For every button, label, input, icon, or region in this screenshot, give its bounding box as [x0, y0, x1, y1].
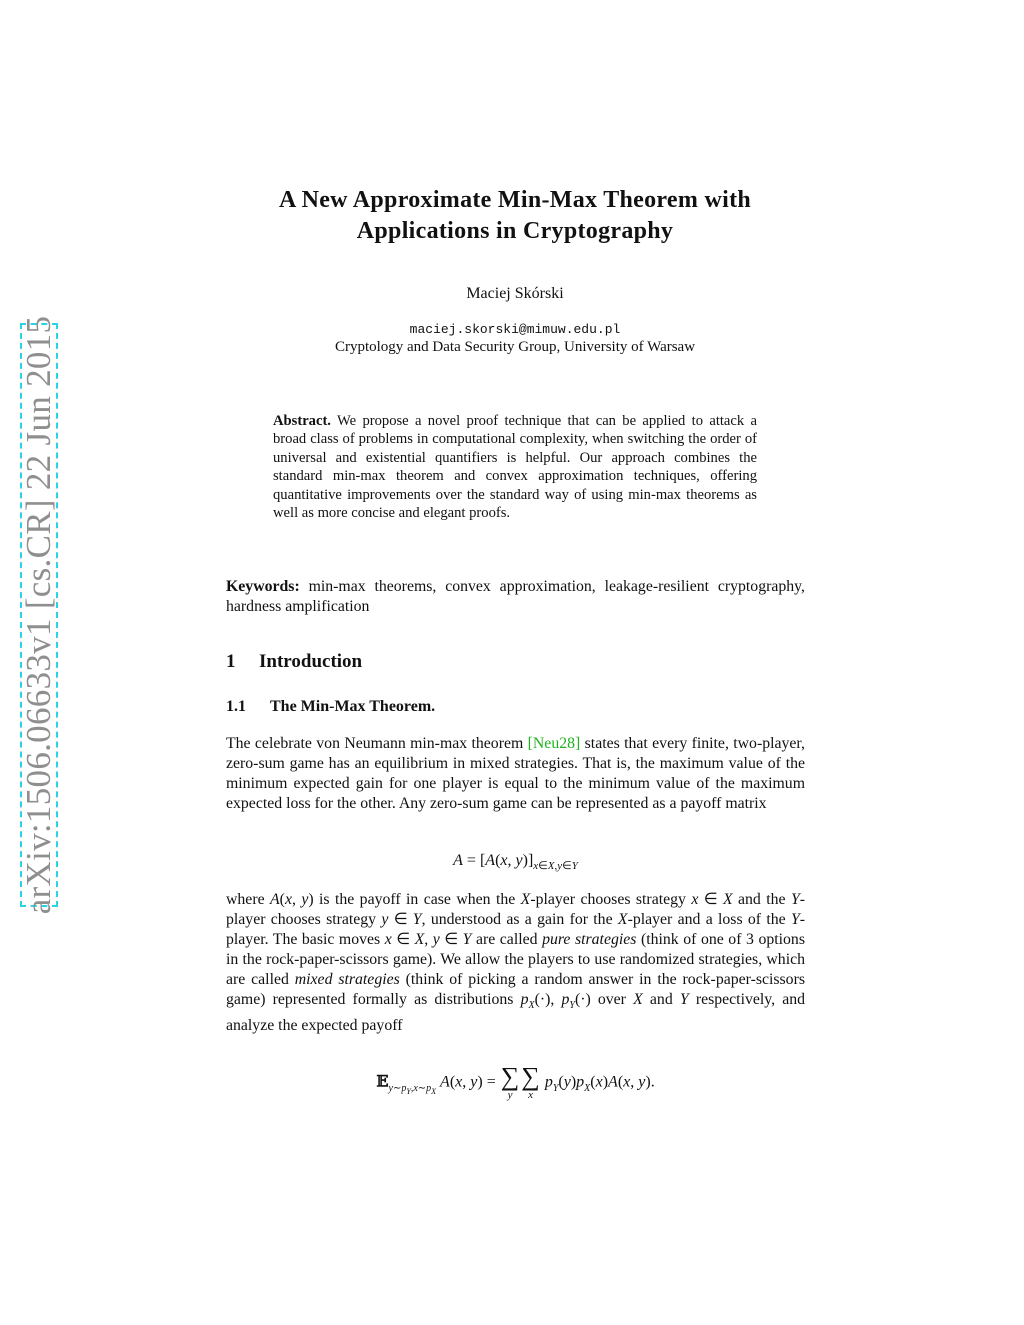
paragraph-text: and the [738, 891, 786, 908]
paragraph-text: respectively, and analyze the expected payoff [226, 991, 806, 1035]
abstract [273, 412, 757, 522]
paragraph-text: -player chooses strategy [530, 891, 686, 908]
paper-title-line-1: A New Approximate Min-Max Theorem with [278, 187, 752, 213]
arxiv-stamp: arXiv:1506.06633v1 [cs.CR] 22 Jun 2015 [19, 315, 58, 915]
paper-title-line-2: Applications in Cryptography [356, 218, 674, 244]
paragraph-text: are called [475, 931, 538, 948]
abstract-label: Abstract. [273, 413, 331, 429]
section-number: 1 [226, 651, 236, 672]
author-email: maciej.skorski@mimuw.edu.pl [409, 322, 621, 337]
keywords [226, 577, 805, 617]
author-affiliation: Cryptology and Data Security Group, University of Warsaw [334, 339, 696, 355]
paragraph-text: The celebrate von Neumann min-max theorem [226, 735, 524, 752]
paragraph-text: (think of picking a random answer in the rock-paper-scissors game) represented formally as distributions [226, 971, 805, 1008]
equation-payoff-matrix: A = [A(x, $y)]_{x\in X,y\in Y}$ [453, 852, 578, 873]
equation-expected-payoff: 𝔼$_{y\sim p_Y,x\sim p_X}$ A(x, y) = ∑ y ∑ x $p_Y(y)p_X(x)A(x$, y). [376, 1062, 655, 1101]
paragraph-text: where [226, 891, 265, 908]
subsection-heading [226, 698, 435, 716]
citation-link[interactable]: [Neu28] [527, 735, 581, 752]
paragraph-text: -player chooses strategy [226, 891, 806, 928]
paragraph-text: , understood as a gain for the [421, 911, 613, 928]
paragraph-text: -player and a loss of the [627, 911, 786, 928]
keywords-label: Keywords: [226, 578, 300, 595]
term-pure-strategies: pure strategies [542, 931, 637, 948]
author-name: Maciej Skórski [466, 285, 564, 302]
subsection-title: The Min-Max Theorem. [270, 698, 436, 715]
term-mixed-strategies: mixed strategies [294, 971, 400, 988]
section-heading [226, 651, 362, 673]
paragraph-text: (think of one of 3 options in the rock-paper-scissors game). We allow the players to use randomized strategies, which are called [226, 931, 805, 988]
subsection-number: 1.1 [226, 698, 246, 715]
paragraph-text: over [597, 991, 626, 1008]
paragraph-text: states that every finite, two-player, zero-sum game has an equilibrium in mixed strategies. That is, the maximum value of the minimum expected gain for one player is equal to the minimum value of the maximum expected loss for the other. Any zero-sum game can be represented as a payoff matrix [226, 735, 805, 812]
section-title: Introduction [259, 651, 363, 672]
paragraph-text: -player. The basic moves [226, 911, 806, 948]
paragraph-intro [226, 734, 805, 814]
abstract-text: We propose a novel proof technique that can be applied to attack a broad class of problems in computational complexity, when switching the order of universal and existential quantifiers is helpful. Our approach combines the standard min-max theorem and convex approximation techniques, offering quantitative improvements over the standard way of using min-max theorems as well as more concise and elegant proofs. [273, 413, 757, 522]
paragraph-text: is the payoff in case when the [319, 891, 516, 908]
keywords-text: min-max theorems, convex approximation, leakage-resilient cryptography, hardness amplification [226, 578, 805, 615]
paragraph-strategies: where A(x, y) is the payoff in case when the X-player chooses strategy x ∈ X and the Y-player chooses strategy y ∈ Y, understood as a gain for the X-player and a loss of the Y-player. The basic moves x ∈ X, y ∈ Y are called pure strategies (think of one of 3 options in the rock-paper-scissors game). We allow the players to use randomized strategies, which are called mixed strategies (think of picking a random answer in the rock-paper-scissors game) represented formally as distributions $p_X(\cdot)$, $p_Y(\cdot)$ over X and Y respectively, and analyze the expected payoff [226, 891, 806, 1035]
paragraph-text: and [649, 991, 673, 1008]
